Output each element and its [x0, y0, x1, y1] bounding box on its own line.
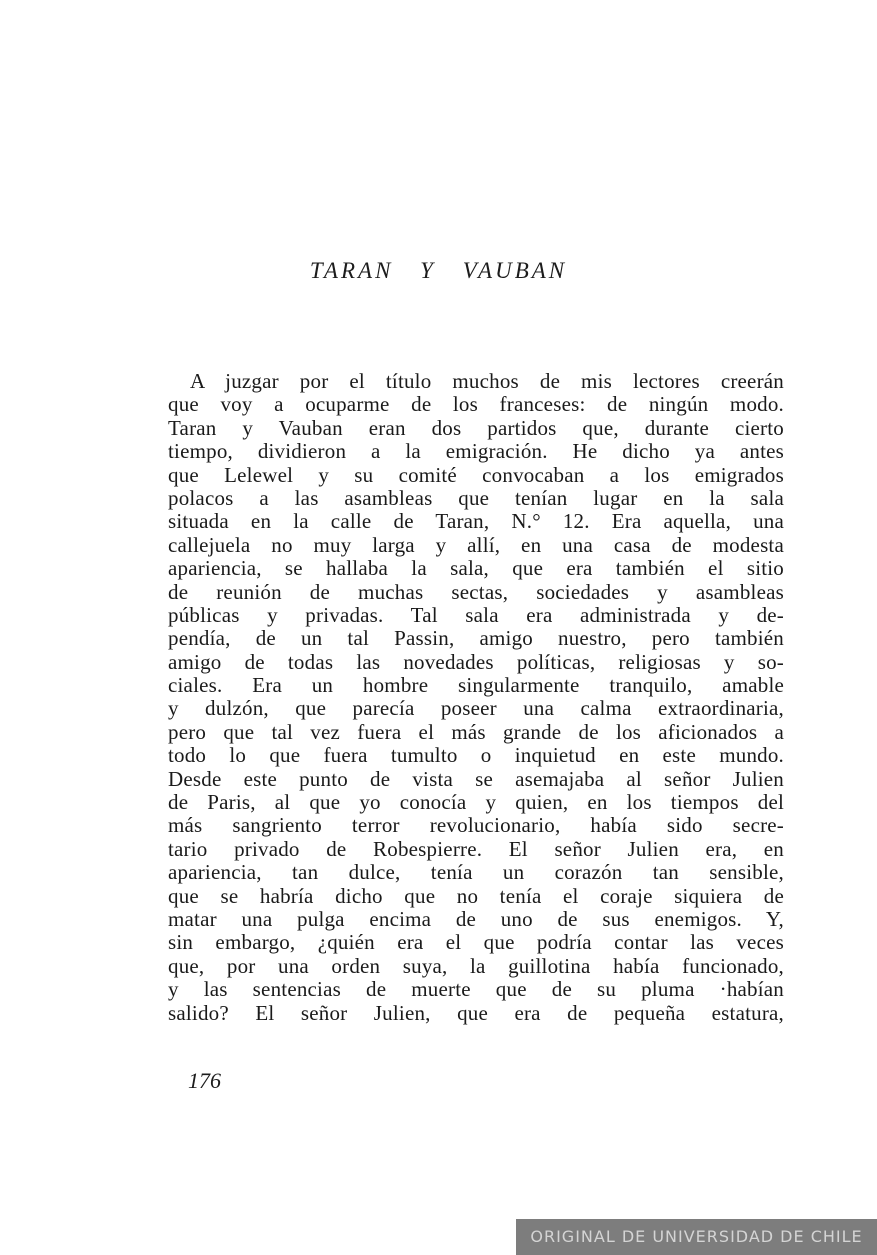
- chapter-title: TARAN Y VAUBAN: [309, 258, 568, 283]
- page-number: 176: [188, 1068, 221, 1093]
- text-line: que se habría dicho que no tenía el coraje siquiera de: [168, 883, 784, 908]
- text-line: polacos a las asambleas que tenían lugar en la sala: [168, 485, 784, 510]
- text-line: de Paris, al que yo conocía y quien, en los tiempos del: [168, 790, 784, 815]
- text-line: salido? El señor Julien, que era de pequeña estatura,: [168, 1000, 784, 1025]
- text-line: y dulzón, que parecía poseer una calma extraordinaria,: [168, 696, 784, 721]
- body-text: [168, 370, 784, 1025]
- text-line: callejuela no muy larga y allí, en una casa de modesta: [168, 532, 784, 557]
- text-line: pendía, de un tal Passin, amigo nuestro, pero también: [168, 626, 784, 651]
- text-line: que Lelewel y su comité convocaban a los emigrados: [168, 462, 784, 487]
- text-line: pero que tal vez fuera el más grande de los aficionados a: [168, 719, 784, 744]
- text-line: sin embargo, ¿quién era el que podría contar las veces: [168, 930, 784, 955]
- text-line: todo lo que fuera tumulto o inquietud en este mundo.: [168, 743, 784, 768]
- text-line: y las sentencias de muerte que de su pluma ·habían: [168, 977, 784, 1002]
- text-line: apariencia, tan dulce, tenía un corazón tan sensible,: [168, 860, 784, 885]
- text-line: ciales. Era un hombre singularmente tranquilo, amable: [168, 673, 784, 698]
- text-line: tiempo, dividieron a la emigración. He dicho ya antes: [168, 439, 784, 464]
- text-line: que voy a ocuparme de los franceses: de ningún modo.: [168, 392, 784, 417]
- text-line: situada en la calle de Taran, N.° 12. Era aquella, una: [168, 509, 784, 534]
- text-line: Desde este punto de vista se asemajaba al señor Julien: [168, 766, 784, 791]
- text-line: Taran y Vauban eran dos partidos que, durante cierto: [168, 415, 784, 440]
- text-line: de reunión de muchas sectas, sociedades y asambleas: [168, 579, 784, 604]
- text-line: públicas y privadas. Tal sala era administrada y de-: [168, 602, 784, 627]
- archive-watermark: ORIGINAL DE UNIVERSIDAD DE CHILE: [516, 1219, 877, 1255]
- text-line: matar una pulga encima de uno de sus enemigos. Y,: [168, 906, 784, 931]
- text-line: tario privado de Robespierre. El señor Julien era, en: [168, 836, 784, 861]
- text-line: más sangriento terror revolucionario, había sido secre-: [168, 813, 784, 838]
- text-line: A juzgar por el título muchos de mis lectores creerán: [190, 369, 784, 393]
- text-line: apariencia, se hallaba la sala, que era también el sitio: [168, 556, 784, 581]
- text-line: que, por una orden suya, la guillotina había funcionado,: [168, 953, 784, 978]
- text-line: amigo de todas las novedades políticas, religiosas y so-: [168, 649, 784, 674]
